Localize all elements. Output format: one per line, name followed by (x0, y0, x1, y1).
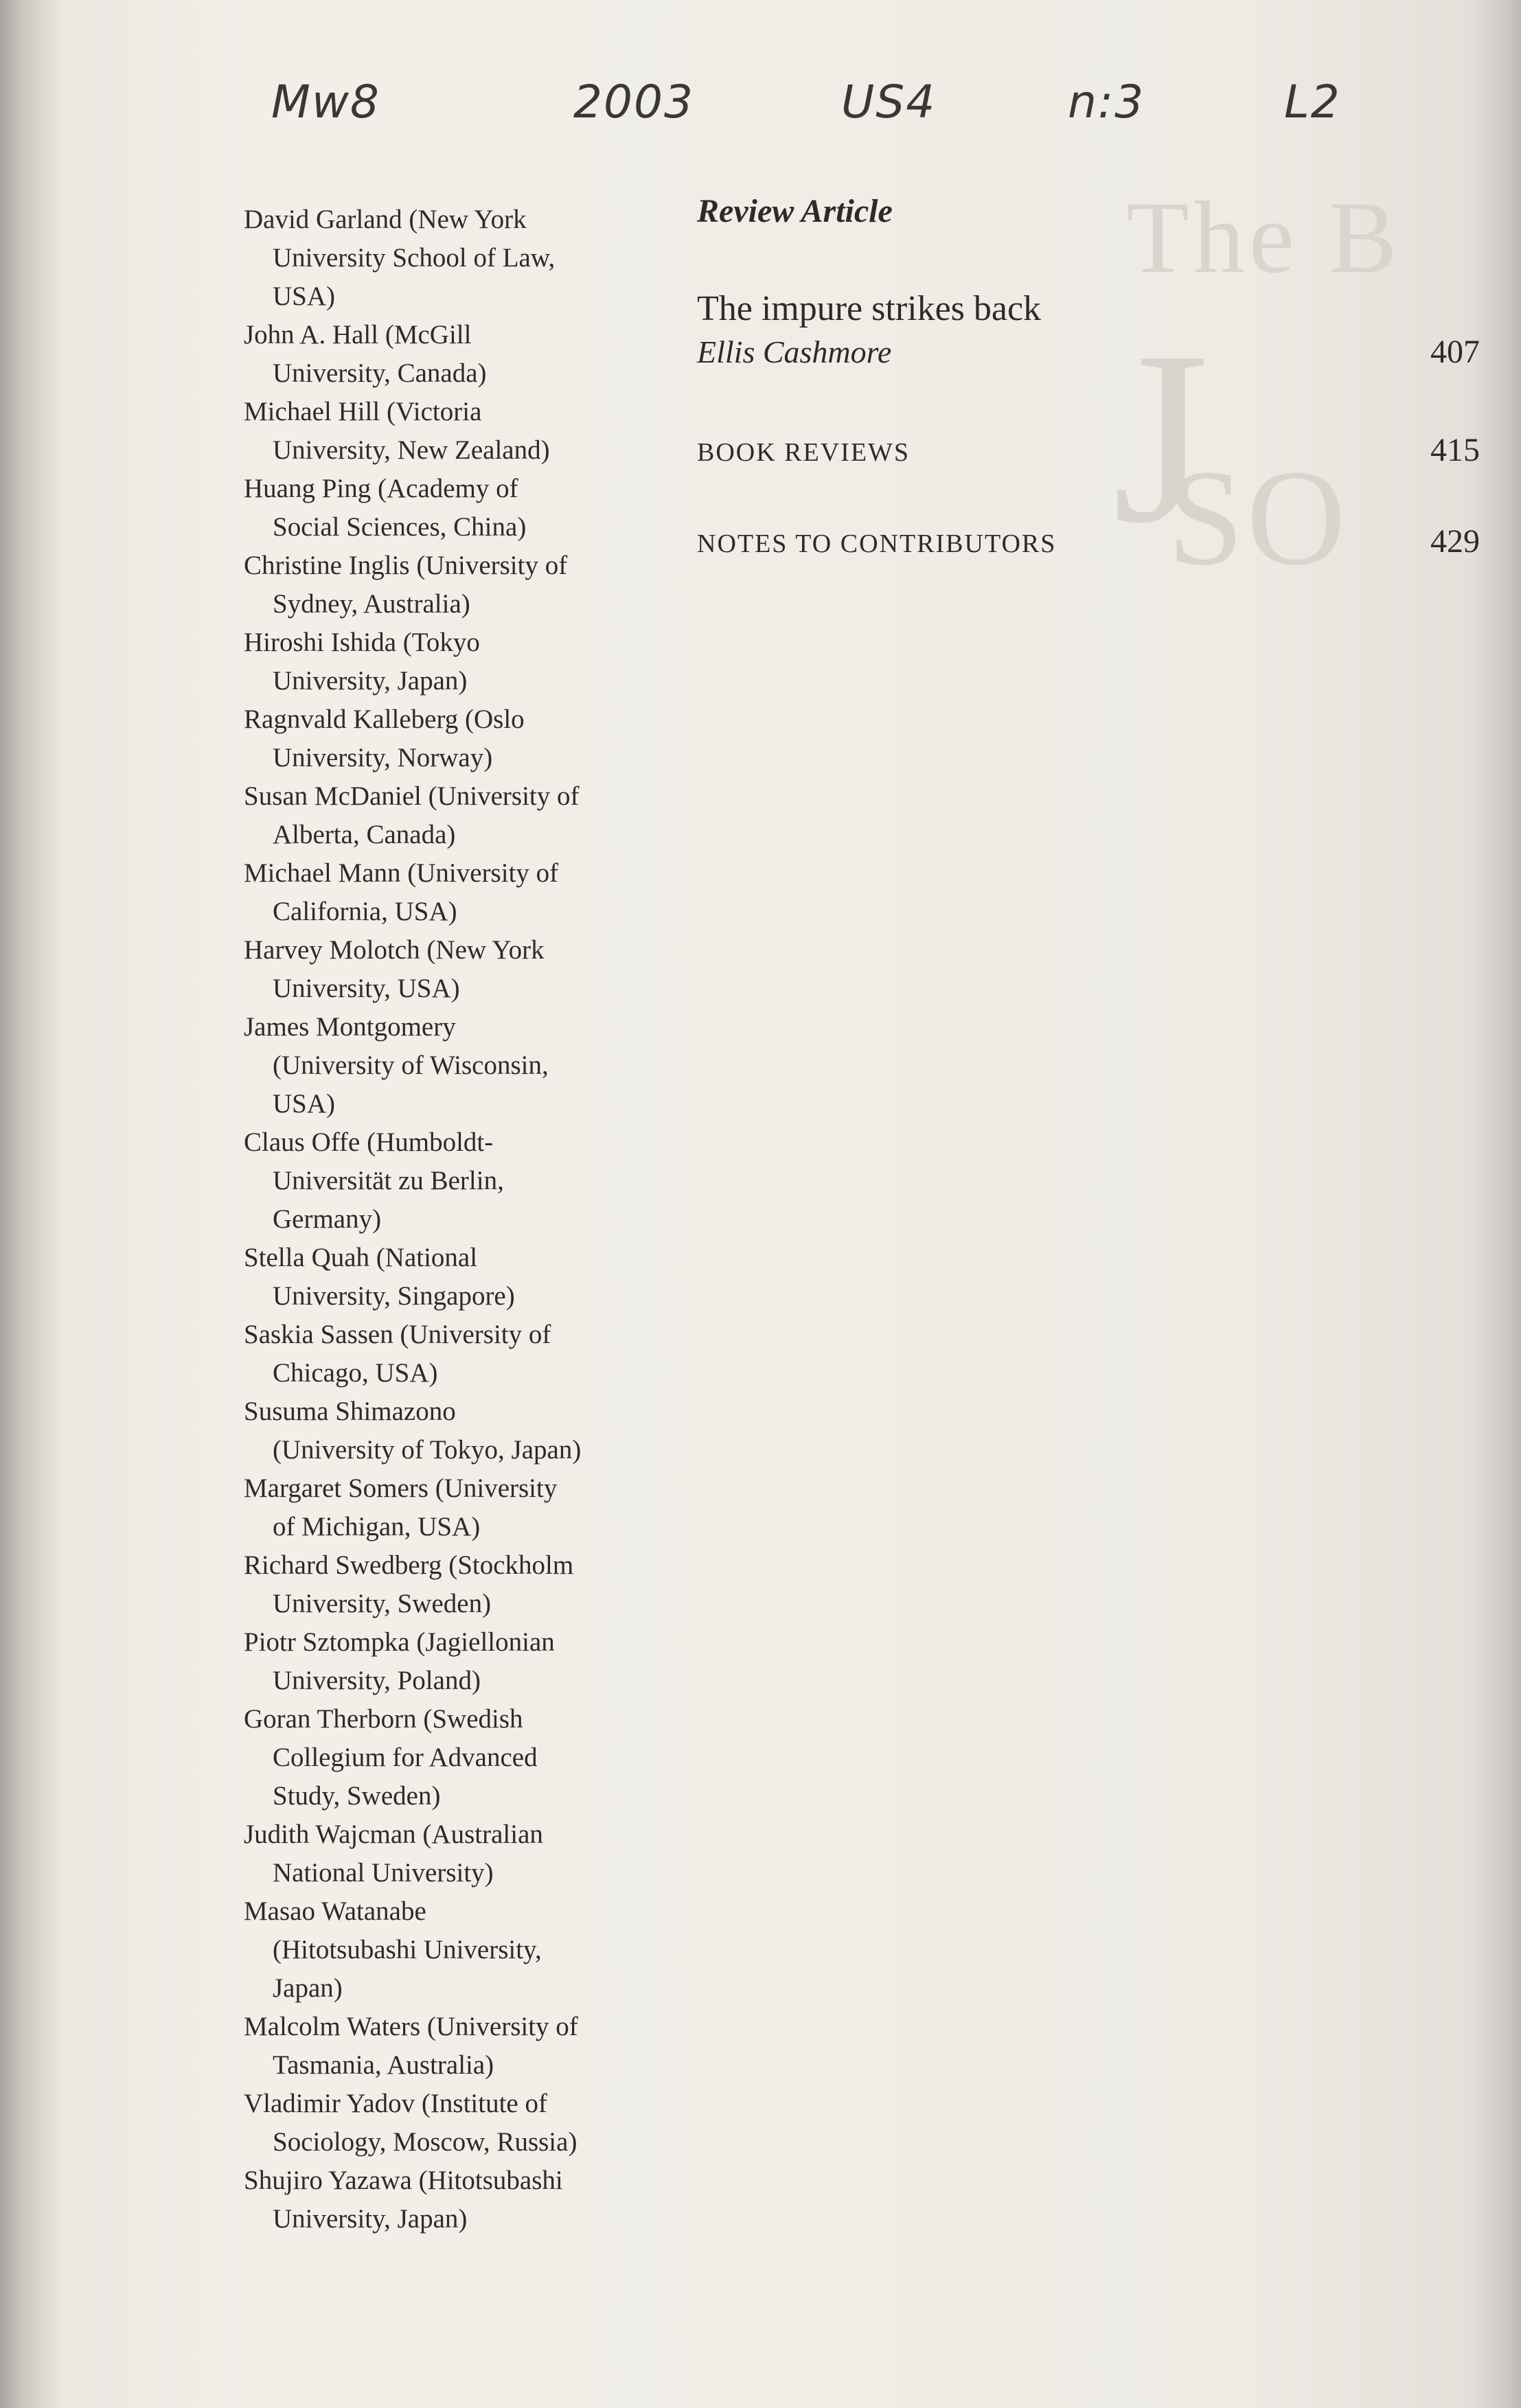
board-member-entry (244, 393, 683, 470)
notes-label: NOTES TO CONTRIBUTORS (697, 529, 1057, 558)
board-member-affiliation: University, Norway) (273, 743, 493, 772)
board-member-name: Michael Mann (University of (244, 858, 559, 888)
board-member-entry (244, 623, 683, 700)
board-member-name: Ragnvald Kalleberg (Oslo (244, 704, 525, 734)
board-member-entry (244, 1123, 683, 1239)
board-member-entry (244, 777, 683, 854)
board-member-affiliation: Germany) (273, 1204, 382, 1234)
board-member-entry (244, 200, 683, 316)
board-member-name: Harvey Molotch (New York (244, 935, 545, 965)
board-member-entry (244, 547, 683, 623)
article-row (697, 333, 1480, 371)
notes-row (697, 523, 1480, 560)
book-reviews-label: BOOK REVIEWS (697, 438, 911, 467)
board-member-affiliation: University, Sweden) (273, 1589, 492, 1618)
board-member-name: Judith Wajcman (Australian (244, 1820, 543, 1849)
book-reviews-page-number: 415 (1430, 432, 1480, 468)
handwritten-note: US4 (841, 76, 937, 128)
board-member-affiliation: University School of Law, (273, 243, 556, 273)
show-through-text: The B (1126, 181, 1402, 295)
board-member-affiliation: Tasmania, Australia) (273, 2050, 494, 2080)
article-author: Ellis Cashmore (697, 334, 892, 369)
board-member-entry (244, 1623, 683, 1700)
board-member-name: Claus Offe (Humboldt- (244, 1127, 494, 1157)
board-member-affiliation: University, Canada) (273, 358, 487, 388)
board-member-affiliation: (Hitotsubashi University, (273, 1935, 542, 1964)
handwritten-note: L2 (1284, 76, 1341, 128)
board-member-entry (244, 2085, 683, 2162)
board-member-entry (244, 1316, 683, 1392)
board-member-entry (244, 1469, 683, 1546)
editorial-board-list (244, 200, 683, 2238)
board-member-entry (244, 1700, 683, 1815)
board-member-affiliation: University, USA) (273, 974, 460, 1003)
board-member-name: Saskia Sassen (University of (244, 1320, 551, 1349)
board-member-affiliation: University, Japan) (273, 666, 468, 696)
board-member-name: Susuma Shimazono (244, 1397, 456, 1426)
board-member-name: Piotr Sztompka (Jagiellonian (244, 1627, 555, 1657)
board-member-name: David Garland (New York (244, 205, 527, 234)
article-title: The impure strikes back (697, 289, 1042, 328)
handwritten-note: Mw8 (271, 76, 380, 128)
board-member-affiliation: Chicago, USA) (273, 1358, 438, 1388)
board-member-affiliation: (University of Tokyo, Japan) (273, 1435, 582, 1465)
board-member-name: James Montgomery (244, 1012, 456, 1042)
board-member-entry (244, 700, 683, 777)
board-member-affiliation: USA) (273, 1089, 336, 1119)
board-member-affiliation: USA) (273, 282, 336, 311)
board-member-affiliation: Sydney, Australia) (273, 589, 470, 619)
handwritten-note: 2003 (573, 76, 694, 128)
board-member-name: Michael Hill (Victoria (244, 397, 482, 426)
board-member-affiliation: Universität zu Berlin, (273, 1166, 504, 1195)
board-member-affiliation: University, New Zealand) (273, 435, 550, 465)
board-member-name: Goran Therborn (Swedish (244, 1704, 523, 1734)
board-member-affiliation: University, Japan) (273, 2204, 468, 2234)
show-through-text: J (1112, 300, 1209, 574)
board-member-affiliation: of Michigan, USA) (273, 1512, 481, 1541)
board-member-entry (244, 2008, 683, 2085)
board-member-affiliation: Social Sciences, China) (273, 512, 527, 542)
board-member-name: Huang Ping (Academy of (244, 474, 518, 503)
board-member-name: Hiroshi Ishida (Tokyo (244, 628, 480, 657)
board-member-name: Shujiro Yazawa (Hitotsubashi (244, 2166, 563, 2195)
article-page-number: 407 (1430, 334, 1480, 370)
board-member-affiliation: National University) (273, 1858, 494, 1888)
board-member-affiliation: University, Poland) (273, 1666, 481, 1695)
board-member-name: Masao Watanabe (244, 1896, 426, 1926)
board-member-entry (244, 931, 683, 1008)
notes-page-number: 429 (1430, 523, 1480, 560)
board-member-affiliation: Study, Sweden) (273, 1781, 441, 1811)
board-member-name: Margaret Somers (University (244, 1474, 558, 1503)
board-member-entry (244, 1815, 683, 1892)
board-member-entry (244, 2162, 683, 2238)
board-member-affiliation: California, USA) (273, 897, 457, 926)
board-member-entry (244, 1546, 683, 1623)
book-reviews-row (697, 431, 1480, 469)
board-member-affiliation: Japan) (273, 1973, 343, 2003)
show-through-text: SO (1167, 442, 1349, 594)
board-member-entry (244, 470, 683, 547)
board-member-affiliation: Collegium for Advanced (273, 1743, 538, 1772)
board-member-entry (244, 854, 683, 931)
board-member-name: Christine Inglis (University of (244, 551, 568, 580)
board-member-name: Richard Swedberg (Stockholm (244, 1550, 574, 1580)
handwritten-note: n:3 (1068, 76, 1145, 128)
board-member-name: John A. Hall (McGill (244, 320, 472, 349)
table-of-contents (697, 192, 1480, 560)
board-member-name: Susan McDaniel (University of (244, 781, 580, 811)
board-member-entry (244, 316, 683, 393)
board-member-entry (244, 1239, 683, 1316)
board-member-name: Stella Quah (National (244, 1243, 478, 1272)
board-member-entry (244, 1892, 683, 2008)
board-member-entry (244, 1008, 683, 1123)
board-member-affiliation: Sociology, Moscow, Russia) (273, 2127, 577, 2157)
board-member-entry (244, 1392, 683, 1469)
board-member-affiliation: (University of Wisconsin, (273, 1051, 549, 1080)
board-member-name: Malcolm Waters (University of (244, 2012, 578, 2041)
board-member-name: Vladimir Yadov (Institute of (244, 2089, 547, 2118)
board-member-affiliation: Alberta, Canada) (273, 820, 456, 849)
board-member-affiliation: University, Singapore) (273, 1281, 515, 1311)
section-heading: Review Article (697, 193, 893, 229)
handwritten-notes (0, 76, 1521, 158)
